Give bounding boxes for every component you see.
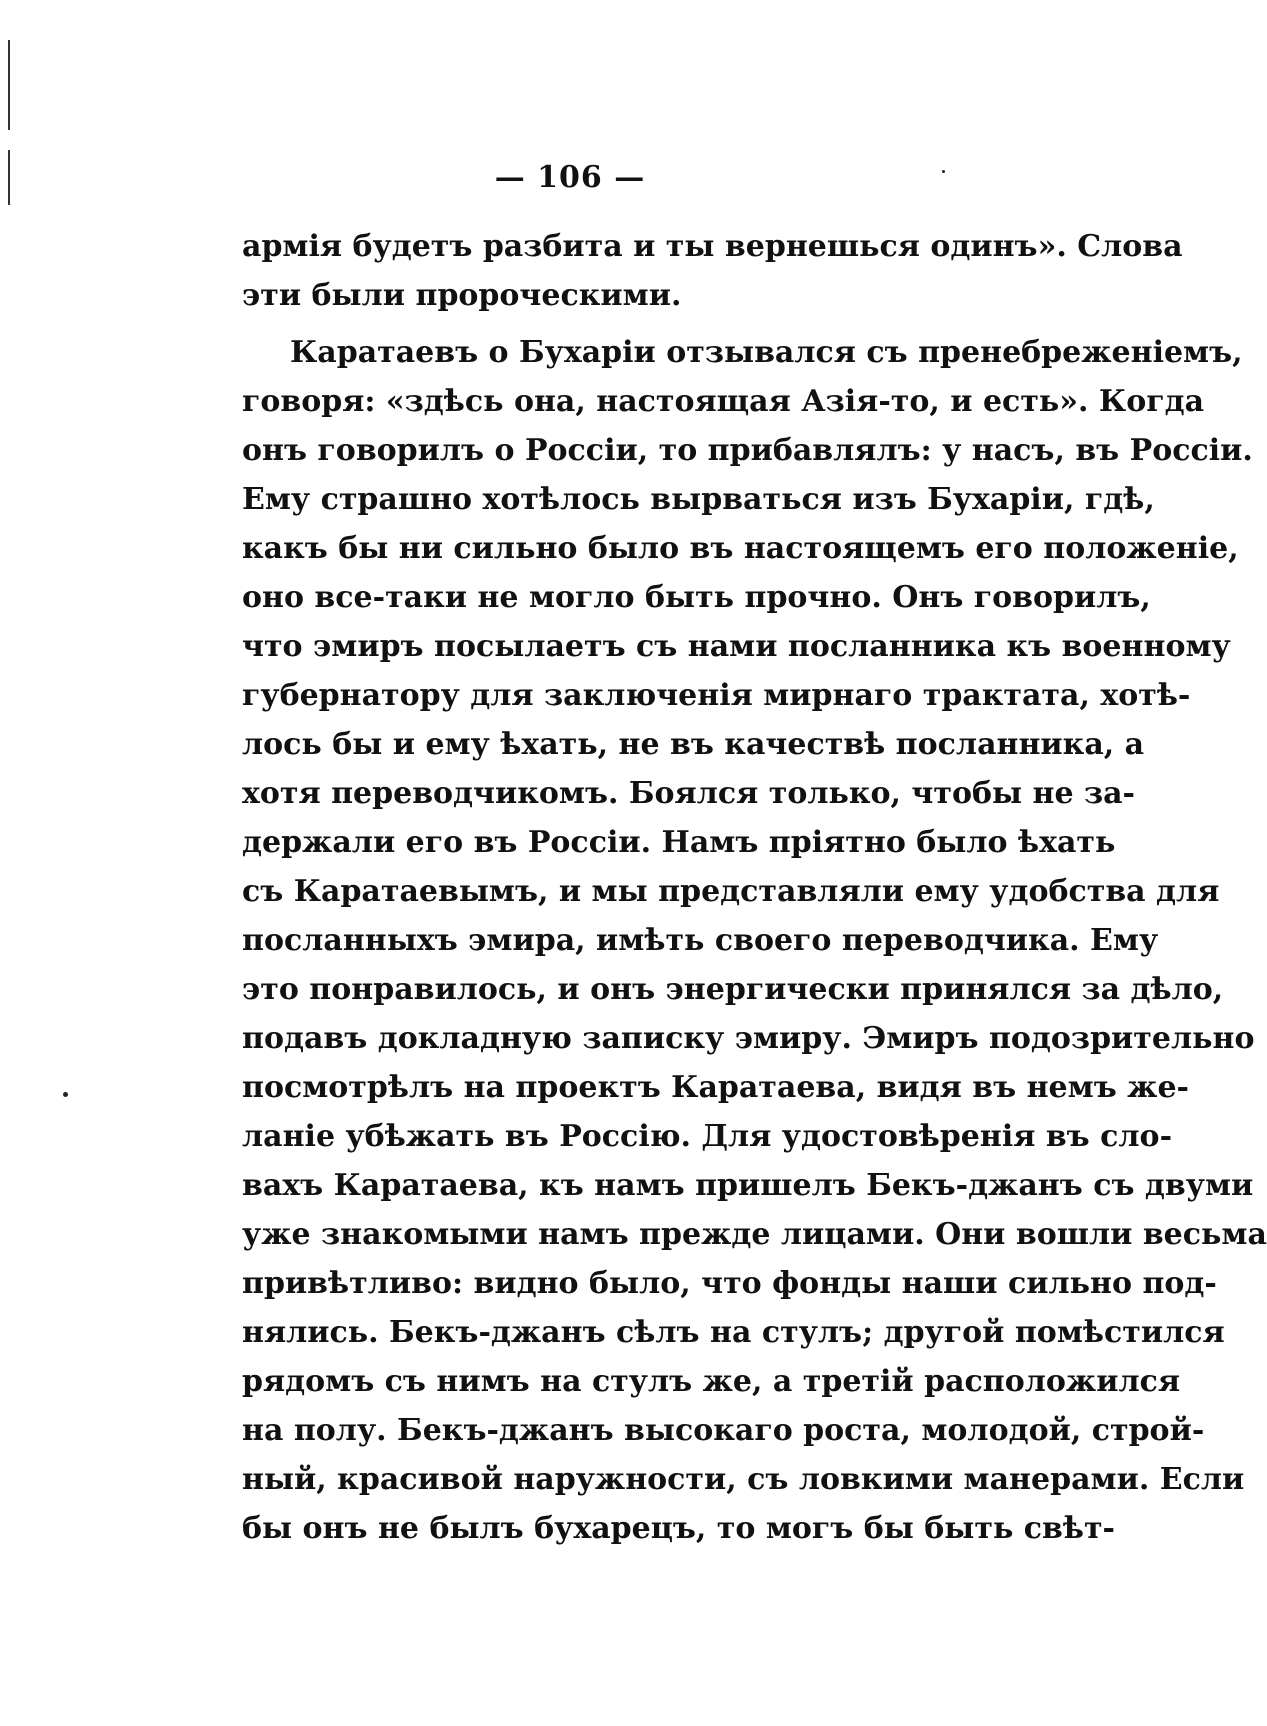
text-line: ный, красивой наружности, съ ловкими манерами. Если (242, 1462, 1245, 1497)
text-line: на полу. Бекъ-джанъ высокаго роста, молодой, строй- (242, 1413, 1205, 1448)
ink-speck (63, 1092, 68, 1097)
text-line: лось бы и ему ѣхать, не въ качествѣ посланника, а (242, 727, 1145, 762)
text-line: что эмиръ посылаетъ съ нами посланника къ военному (242, 629, 1231, 664)
scan-edge-mark (8, 40, 10, 130)
text-line: съ Каратаевымъ, и мы представляли ему удобства для (242, 874, 1220, 909)
text-line: посмотрѣлъ на проектъ Каратаева, видя въ немъ же- (242, 1070, 1189, 1105)
text-line: бы онъ не былъ бухарецъ, то могъ бы быть свѣт- (242, 1511, 1116, 1546)
text-line: подавъ докладную записку эмиру. Эмиръ подозрительно (242, 1021, 1255, 1056)
text-line: Каратаевъ о Бухаріи отзывался съ пренебреженіемъ, (290, 335, 1243, 370)
text-line: говоря: «здѣсь она, настоящая Азія-то, и есть». Когда (242, 384, 1205, 419)
text-line: Ему страшно хотѣлось вырваться изъ Бухаріи, гдѣ, (242, 482, 1155, 517)
text-line: ланіе убѣжать въ Россію. Для удостовѣренія въ сло- (242, 1119, 1173, 1154)
text-line: посланныхъ эмира, имѣть своего переводчика. Ему (242, 923, 1159, 958)
text-line: вахъ Каратаева, къ намъ пришелъ Бекъ-джанъ съ двуми (242, 1168, 1254, 1203)
text-line: уже знакомыми намъ прежде лицами. Они вошли весьма (242, 1217, 1267, 1252)
text-line: оно все-таки не могло быть прочно. Онъ говорилъ, (242, 580, 1151, 615)
text-line: губернатору для заключенія мирнаго трактата, хотѣ- (242, 678, 1191, 713)
page-number: — 106 — (494, 160, 646, 195)
text-line: онъ говорилъ о Россіи, то прибавлялъ: у насъ, въ Россіи. (242, 433, 1253, 468)
text-line: держали его въ Россіи. Намъ пріятно было ѣхать (242, 825, 1116, 860)
text-line: хотя переводчикомъ. Боялся только, чтобы не за- (242, 776, 1136, 811)
text-line: какъ бы ни сильно было въ настоящемъ его положеніе, (242, 531, 1239, 566)
text-line: рядомъ съ нимъ на стулъ же, а третій расположился (242, 1364, 1181, 1399)
text-line: эти были пророческими. (242, 278, 682, 313)
body-text (242, 222, 1267, 1553)
text-line: нялись. Бекъ-джанъ сѣлъ на стулъ; другой помѣстился (242, 1315, 1225, 1350)
text-line: армія будетъ разбита и ты вернешься одинъ». Слова (242, 229, 1183, 264)
text-line: привѣтливо: видно было, что фонды наши сильно под- (242, 1266, 1217, 1301)
text-line: это понравилось, и онъ энергически принялся за дѣло, (242, 972, 1224, 1007)
